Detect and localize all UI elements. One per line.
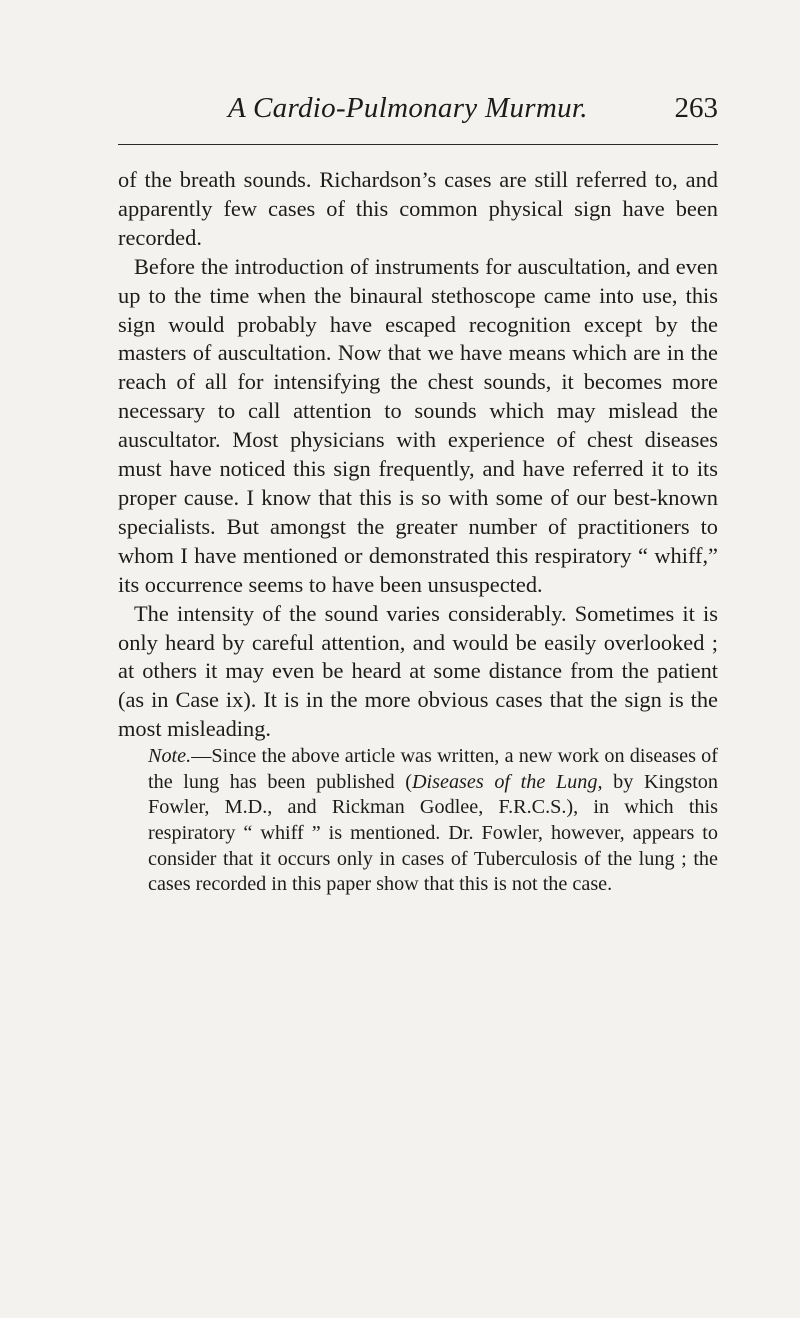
paragraph-intensity: The intensity of the sound varies considerably. Sometimes it is only heard by careful attention, and would be easily overlooked ; at others it may even be heard at some distance from the patient (as in Case ix). It is in the more obvious cases that the sign is the most misleading. <box>118 600 718 742</box>
note-lead: Note. <box>148 745 192 768</box>
body-text <box>118 166 718 898</box>
paragraph-auscultation: Before the introduction of instruments for auscultation, and even up to the time when the binaural stethoscope came into use, this sign would probably have escaped recognition except by the masters of auscultation. Now that we have means which are in the reach of all for intensifying the chest sounds, it becomes more necessary to call attention to sounds which may mislead the auscultator. Most physicians with experience of chest diseases must have noticed this sign frequently, and have referred it to its proper cause. I know that this is so with some of our best-known specialists. But amongst the greater number of practitioners to whom I have mentioned or demonstrated this respiratory “ whiff,” its occurrence seems to have been unsuspected. <box>118 253 718 597</box>
running-title: A Cardio-Pulmonary Murmur. <box>228 92 588 124</box>
note-text-before: Since the above article was written, a new work on diseases of the lung has been published ( <box>148 745 718 793</box>
note-dash: — <box>191 745 212 768</box>
note-text-after: by Kingston Fowler, M.D., and Rickman Godlee, F.R.C.S.), in which this respiratory “ whiff ” is mentioned. Dr. Fowler, however, appears to consider that it occurs only in cases of Tuberculosis of the lung ; the cases recorded in this paper show that this is not the case. <box>148 770 718 896</box>
note-book-title: Diseases of the Lung, <box>411 770 603 793</box>
running-head <box>118 92 718 126</box>
paragraph-continued: of the breath sounds. Richardson’s cases are still referred to, and apparently few cases of this common physical sign have been recorded. <box>118 167 718 250</box>
footnote <box>118 744 718 898</box>
header-rule <box>118 144 718 145</box>
page-number: 263 <box>674 92 718 124</box>
